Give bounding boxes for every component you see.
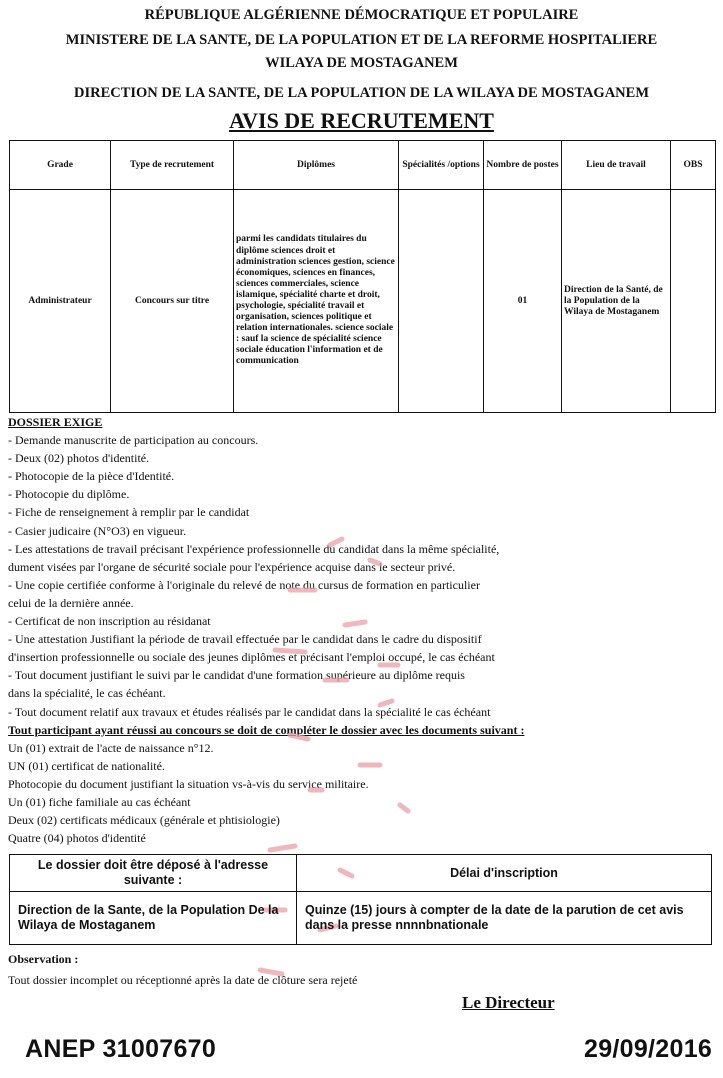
list-item: - Une attestation Justifiant la période de travail effectuée par le candidat dans le cadre du dispositif <box>8 632 482 647</box>
observation-label: Observation : <box>8 952 79 966</box>
recruitment-table <box>9 140 716 413</box>
col-specialites: Spécialités /options <box>399 141 484 190</box>
list-item: d'insertion professionnelle ou sociale des jeunes diplômes et précisant l'emploi occupé, le cas échéant <box>8 650 495 665</box>
col-type: Type de recrutement <box>111 141 234 190</box>
header-ministry: MINISTERE DE LA SANTE, DE LA POPULATION ET DE LA REFORME HOSPITALIERE <box>65 32 658 48</box>
list-item: - Tout document justifiant le suivi par le candidat d'une formation supérieure au diplôme requis <box>8 668 465 683</box>
cell-type: Concours sur titre <box>111 190 234 413</box>
list-item: dument visées par l'organe de sécurité sociale pour l'expérience acquise dans le secteur privé. <box>8 559 456 574</box>
table-header-row <box>10 141 716 190</box>
cell-obs <box>671 190 716 413</box>
col-lieu: Lieu de travail <box>562 141 671 190</box>
table-row <box>10 190 716 413</box>
list-item: - Photocopie du diplôme. <box>8 487 130 502</box>
header-republic: RÉPUBLIQUE ALGÉRIENNE DÉMOCRATIQUE ET POPULAIRE <box>144 7 579 23</box>
header-wilaya: WILAYA DE MOSTAGANEM <box>265 55 458 71</box>
address-table <box>9 854 712 945</box>
header-direction: DIRECTION DE LA SANTE, DE LA POPULATION DE LA WILAYA DE MOSTAGANEM <box>73 85 649 101</box>
list-item: Deux (02) certificats médicaux (générale et phtisiologie) <box>8 813 280 828</box>
address-value: Direction de la Sante, de la Population De la Wilaya de Mostaganem <box>10 892 297 945</box>
dossier-section <box>8 413 713 847</box>
cell-specialites <box>399 190 484 413</box>
cell-grade: Administrateur <box>10 190 111 413</box>
col-diplomes: Diplômes <box>234 141 399 190</box>
list-item: - Une copie certifiée conforme à l'originale du relevé de note du cursus de formation en particulier <box>8 577 480 592</box>
deadline-header: Délai d'inscription <box>297 855 712 892</box>
address-header: Le dossier doit être déposé à l'adresse suivante : <box>10 855 297 892</box>
cell-lieu: Direction de la Santé, de la Population de la Wilaya de Mostaganem <box>562 190 671 413</box>
dossier-subtitle: Tout participant ayant réussi au concours se doit de compléter le dossier avec les documents suivant : <box>8 722 525 737</box>
list-item: Photocopie du document justifiant la situation vs-à-vis du service militaire. <box>8 776 369 791</box>
list-item: - Les attestations de travail précisant l'expérience professionnelle du candidat dans la même spécialité, <box>8 541 500 556</box>
publication-date: 29/09/2016 <box>584 1035 713 1063</box>
list-item: Quatre (04) photos d'identité <box>8 831 146 846</box>
list-item: - Tout document relatif aux travaux et études réalisés par le candidat dans la spécialité le cas échéant <box>8 704 491 719</box>
notice-title: AVIS DE RECRUTEMENT <box>229 108 494 133</box>
list-item: Un (01) fiche familiale au cas échéant <box>8 794 191 809</box>
col-grade: Grade <box>10 141 111 190</box>
list-item: - Fiche de renseignement à remplir par le candidat <box>8 505 250 520</box>
cell-nombre: 01 <box>484 190 562 413</box>
list-item: - Certificat de non inscription au résidanat <box>8 614 211 629</box>
list-item: - Photocopie de la pièce d'Identité. <box>8 469 175 484</box>
anep-reference: ANEP 31007670 <box>25 1035 217 1063</box>
list-item: celui de la dernière année. <box>8 595 134 610</box>
list-item: dans la spécialité, le cas échéant. <box>8 686 166 701</box>
dossier-title: DOSSIER EXIGE <box>8 415 103 429</box>
list-item: - Casier judicaire (N°O3) en vigueur. <box>8 523 187 538</box>
list-item: - Demande manuscrite de participation au concours. <box>8 433 259 448</box>
director-signature: Le Directeur <box>462 993 555 1012</box>
col-nombre: Nombre de postes <box>484 141 562 190</box>
cell-diplomes: parmi les candidats titulaires du diplôme sciences droit et administration sciences gestion, science économiques, sciences en finances, sciences commerciales, science islamique, spécialité charte et droit, psychologie, spécialité travail et organisation, sciences politique et relation internationales. science sociale : sauf la science de spécialité science sociale éducation l'information et de communication <box>234 190 399 413</box>
col-obs: OBS <box>671 141 716 190</box>
list-item: - Deux (02) photos d'identité. <box>8 451 150 466</box>
observation-text: Tout dossier incomplet ou réceptionné après la date de clôture sera rejeté <box>8 973 358 987</box>
list-item: Un (01) extrait de l'acte de naissance n°12. <box>8 740 214 755</box>
deadline-value: Quinze (15) jours à compter de la date de la parution de cet avis dans la presse nnnnbnationale <box>297 892 712 945</box>
list-item: UN (01) certificat de nationalité. <box>8 758 165 773</box>
